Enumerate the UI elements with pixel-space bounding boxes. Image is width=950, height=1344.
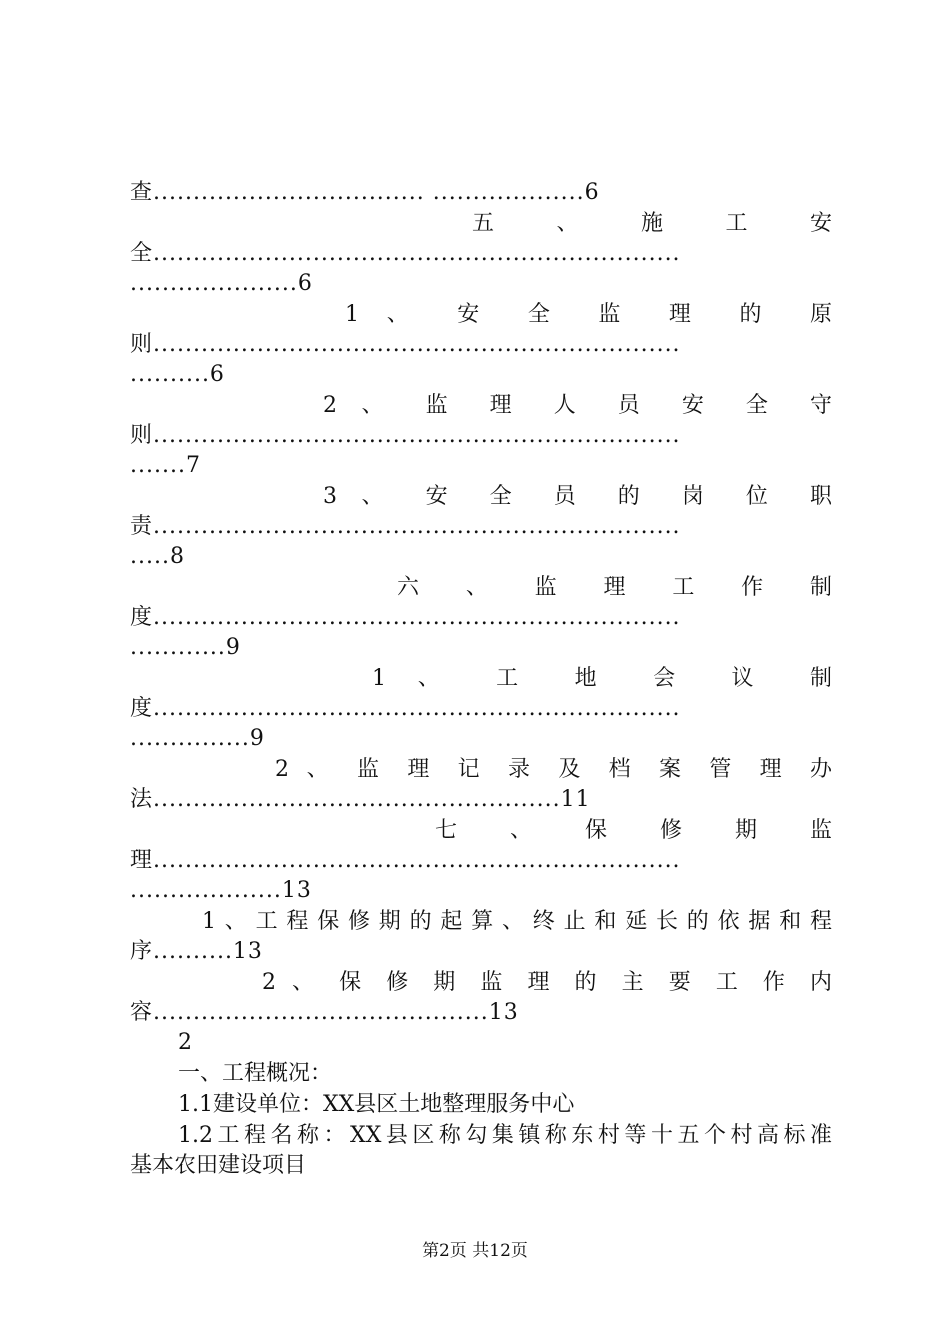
toc-line: 全.................................................................. <box>130 241 681 266</box>
project-name: 1.2工程名称：XX县区称勾集镇称东村等十五个村高标准 <box>178 1123 832 1148</box>
toc-line: ...................13 <box>130 878 312 903</box>
project-name-cont: 基本农田建设项目 <box>130 1153 307 1178</box>
page-footer: 第2页 共12页 <box>422 1241 528 1261</box>
toc-line: 容..........................................13 <box>130 1000 519 1025</box>
section-title: 一、工程概况： <box>178 1061 333 1086</box>
toc-line: 序..........13 <box>130 939 263 964</box>
toc-line: 度.................................................................. <box>130 605 681 630</box>
toc-heading: 2 、 监 理 记 录 及 档 案 管 理 办 <box>275 757 832 782</box>
toc-heading: 六 、 监 理 工 作 制 <box>397 575 832 600</box>
page-marker: 2 <box>178 1030 192 1055</box>
toc-line: .......7 <box>130 453 201 478</box>
toc-line: 查.................................. ...................6 <box>130 180 600 205</box>
toc-line: 则.................................................................. <box>130 332 681 357</box>
toc-line: ............9 <box>130 635 241 660</box>
toc-line: 法...................................................11 <box>130 787 591 812</box>
project-owner: 1.1建设单位：XX县区土地整理服务中心 <box>178 1092 575 1117</box>
toc-line: .....8 <box>130 544 185 569</box>
toc-line: 理.................................................................. <box>130 848 681 873</box>
toc-line: 则.................................................................. <box>130 423 681 448</box>
toc-heading: 3 、 安 全 员 的 岗 位 职 <box>323 484 832 509</box>
toc-heading: 2 、 保 修 期 监 理 的 主 要 工 作 内 <box>262 970 832 995</box>
toc-line: ...............9 <box>130 726 265 751</box>
toc-line: 责.................................................................. <box>130 514 681 539</box>
toc-line: .....................6 <box>130 271 313 296</box>
toc-heading: 1 、 工 地 会 议 制 <box>372 666 832 691</box>
toc-line: 度.................................................................. <box>130 696 681 721</box>
toc-heading: 七 、 保 修 期 监 <box>435 818 832 843</box>
toc-heading: 五 、 施 工 安 <box>472 211 832 236</box>
toc-heading: 1、工程保修期的起算、终止和延长的依据和程 <box>202 909 832 934</box>
toc-line: ..........6 <box>130 362 225 387</box>
toc-heading: 2 、 监 理 人 员 安 全 守 <box>323 393 832 418</box>
toc-heading: 1 、 安 全 监 理 的 原 <box>345 302 832 327</box>
